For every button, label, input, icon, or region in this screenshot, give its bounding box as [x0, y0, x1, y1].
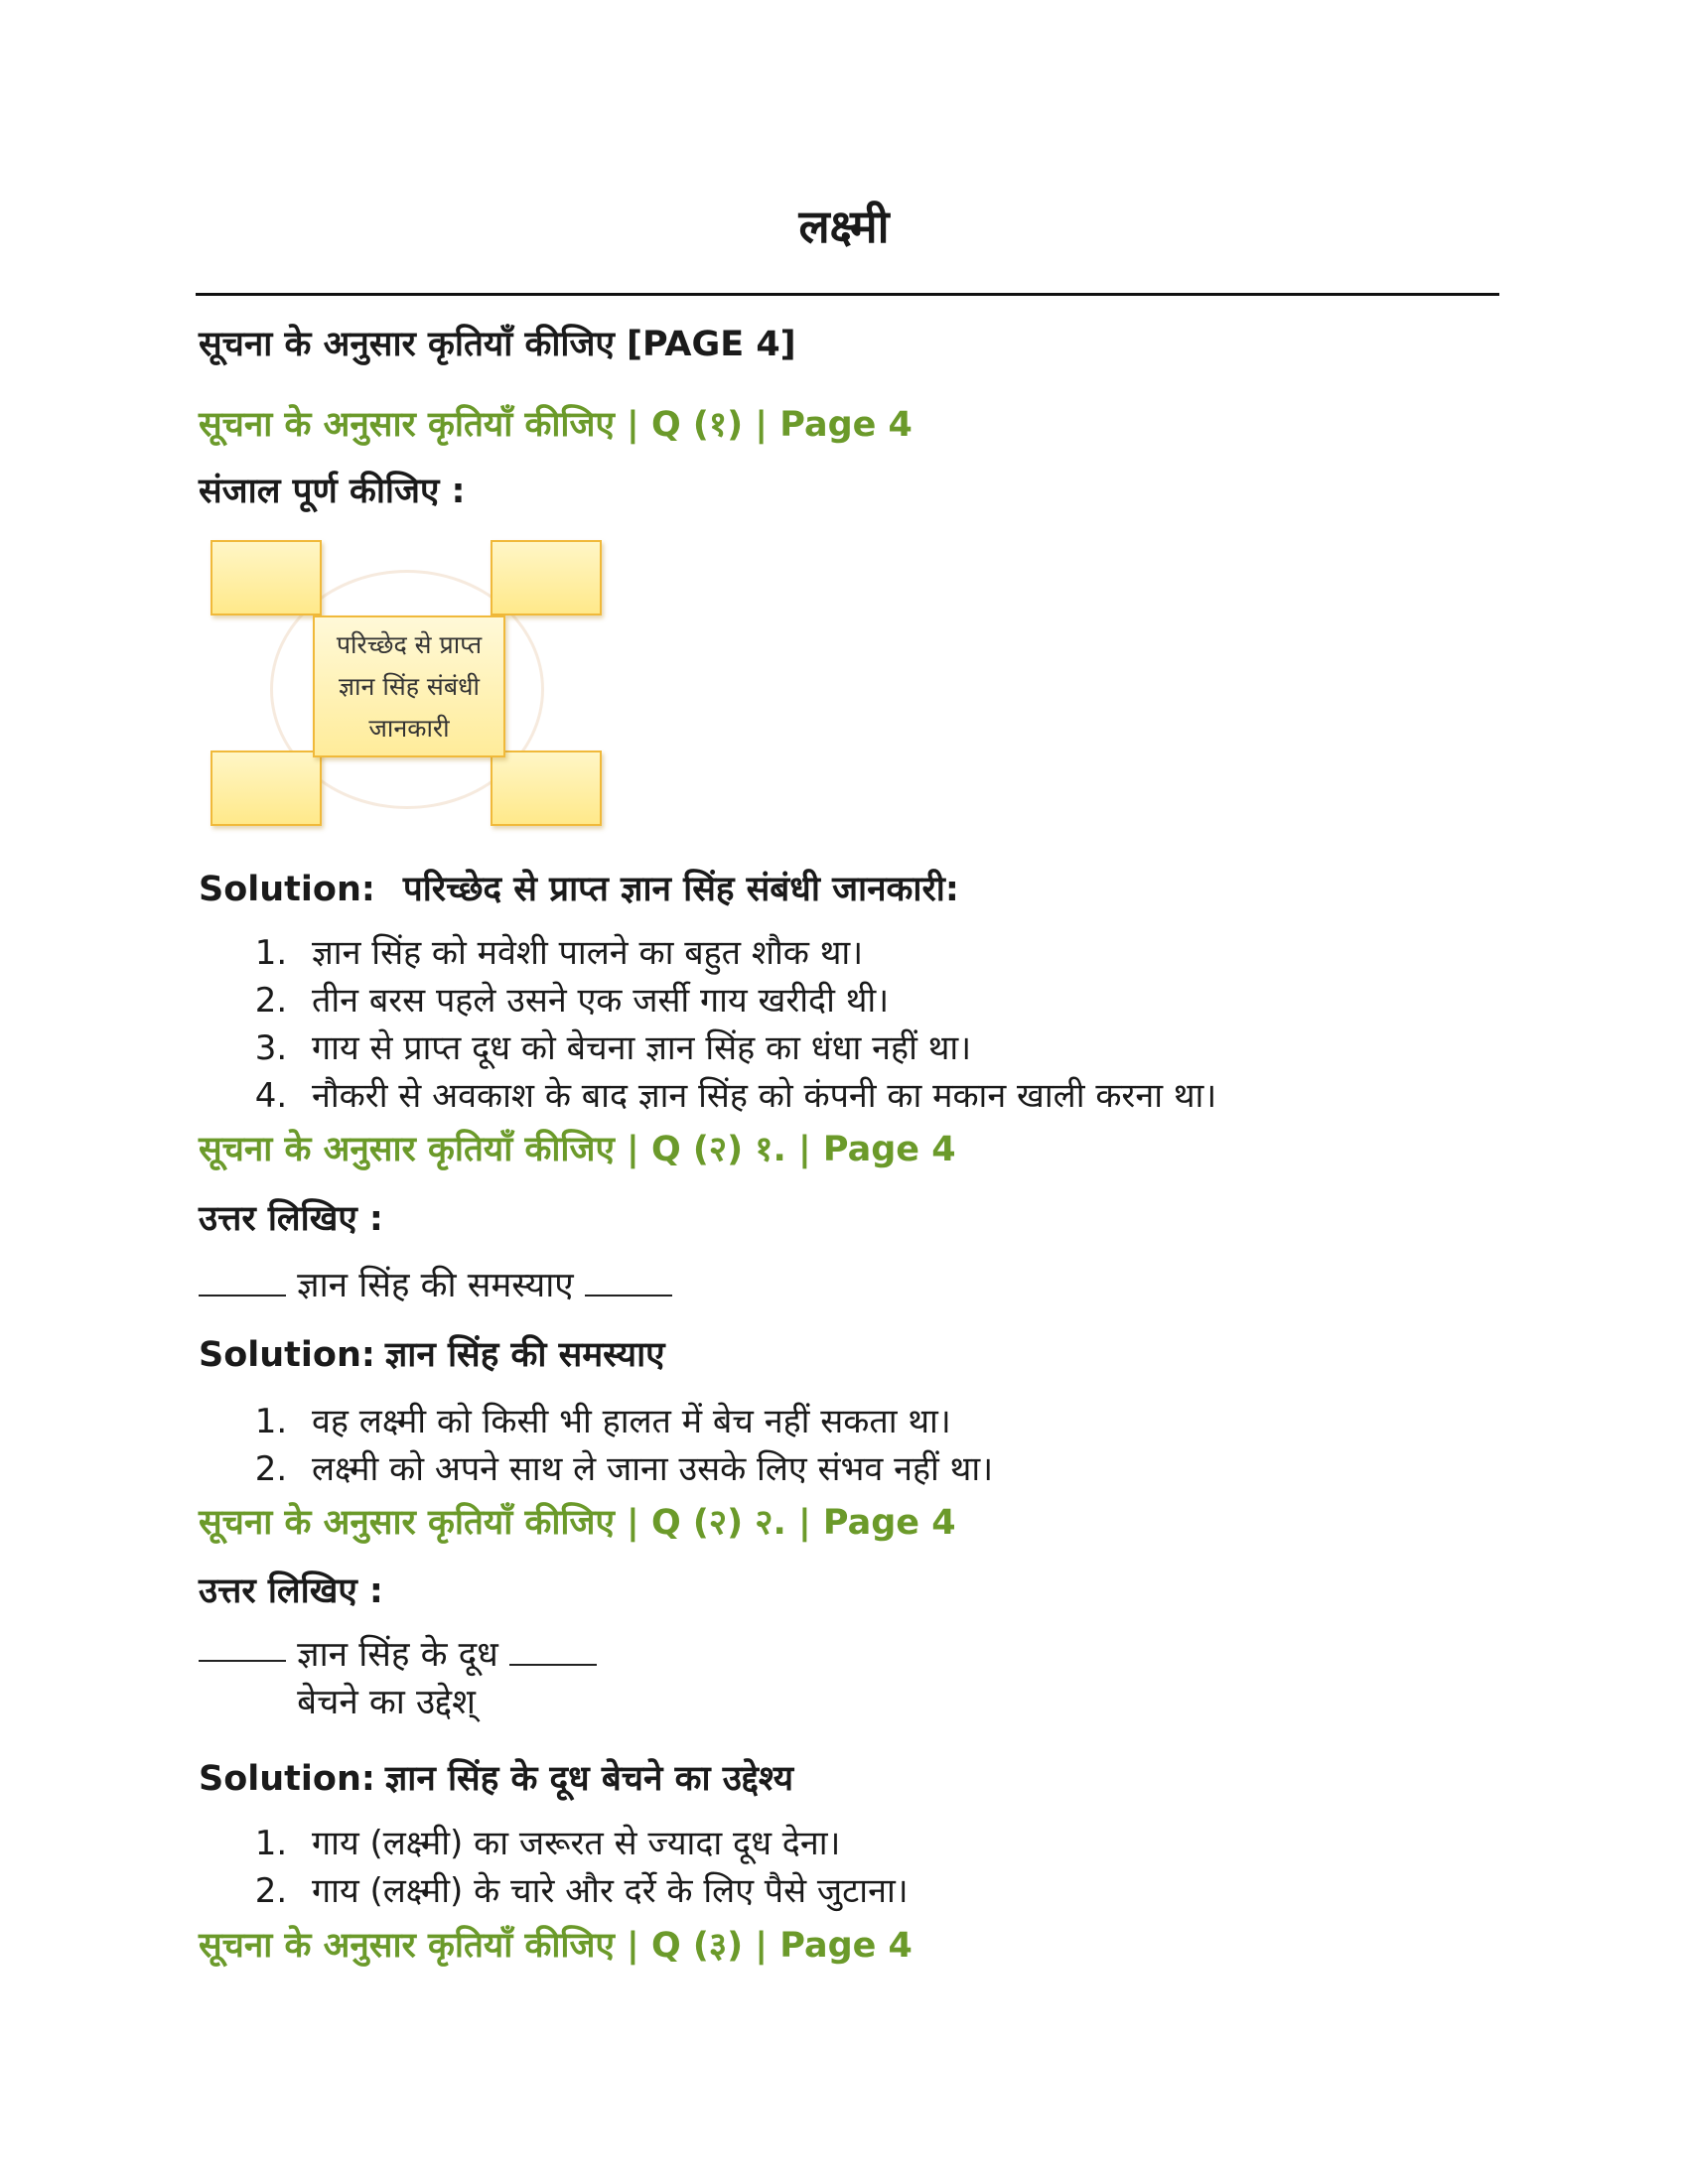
blank-left [199, 1659, 286, 1662]
solution-title: ज्ञान सिंह की समस्याए [384, 1335, 665, 1375]
solution-3 [199, 1754, 793, 1801]
web-box-top-right [491, 540, 602, 615]
list-item: 3. गाय से प्राप्त दूध को बेचना ज्ञान सिंह का धंधा नहीं था। [298, 1024, 1216, 1072]
answer-list-2 [199, 1398, 993, 1493]
list-item: 4. नौकरी से अवकाश के बाद ज्ञान सिंह को कंपनी का मकान खाली करना था। [298, 1072, 1216, 1120]
blank-text [297, 1631, 597, 1726]
instruction-3: उत्तर लिखिए : [199, 1571, 383, 1611]
blank-text-line-2: बेचने का उद्देश् [297, 1683, 476, 1722]
solution-2 [199, 1330, 665, 1377]
solution-1 [199, 865, 959, 911]
solution-label: Solution: [199, 870, 375, 909]
question-heading-1: सूचना के अनुसार कृतियाँ कीजिए | Q (१) | Page 4 [199, 405, 913, 445]
list-item: 2. गाय (लक्ष्मी) के चारे और दर्रे के लिए पैसे जुटाना। [298, 1867, 909, 1915]
instruction-1: संजाल पूर्ण कीजिए : [199, 472, 466, 511]
blank-left [199, 1294, 286, 1297]
answer-list-3 [199, 1820, 909, 1915]
web-box-top-left [211, 540, 322, 615]
solution-title: ज्ञान सिंह के दूध बेचने का उद्देश्य [384, 1759, 794, 1799]
list-item: 2. लक्ष्मी को अपने साथ ले जाना उसके लिए संभव नहीं था। [298, 1445, 993, 1493]
question-heading-3: सूचना के अनुसार कृतियाँ कीजिए | Q (२) २. | Page 4 [199, 1503, 956, 1543]
section-heading: सूचना के अनुसार कृतियाँ कीजिए [PAGE 4] [199, 325, 796, 364]
fill-blank-2 [199, 1261, 672, 1307]
question-heading-2: सूचना के अनुसार कृतियाँ कीजिए | Q (२) १. | Page 4 [199, 1130, 956, 1169]
blank-text-line-1: ज्ञान सिंह के दूध [297, 1635, 498, 1675]
instruction-2: उत्तर लिखिए : [199, 1199, 383, 1239]
fill-blank-3 [199, 1631, 597, 1726]
solution-title: परिच्छेद से प्राप्त ज्ञान सिंह संबंधी जानकारी: [402, 870, 959, 909]
question-heading-4: सूचना के अनुसार कृतियाँ कीजिए | Q (३) | Page 4 [199, 1926, 913, 1966]
list-item: 1. ज्ञान सिंह को मवेशी पालने का बहुत शौक था। [298, 929, 1216, 977]
web-center-box: परिच्छेद से प्राप्त ज्ञान सिंह संबंधी जानकारी [313, 615, 505, 757]
list-item: 1. गाय (लक्ष्मी) का जरूरत से ज्यादा दूध देना। [298, 1820, 909, 1867]
blank-right [509, 1663, 597, 1666]
answer-list-1 [199, 929, 1216, 1120]
title-divider [196, 293, 1499, 296]
list-item: 1. वह लक्ष्मी को किसी भी हालत में बेच नहीं सकता था। [298, 1398, 993, 1445]
blank-text: ज्ञान सिंह की समस्याए [297, 1266, 574, 1305]
page-title: लक्ष्मी [798, 200, 890, 253]
list-item: 2. तीन बरस पहले उसने एक जर्सी गाय खरीदी थी। [298, 977, 1216, 1024]
solution-label: Solution: [199, 1335, 375, 1375]
blank-right [585, 1294, 672, 1297]
web-diagram [211, 540, 608, 833]
web-box-bottom-left [211, 751, 322, 826]
web-box-bottom-right [491, 751, 602, 826]
solution-label: Solution: [199, 1759, 375, 1799]
